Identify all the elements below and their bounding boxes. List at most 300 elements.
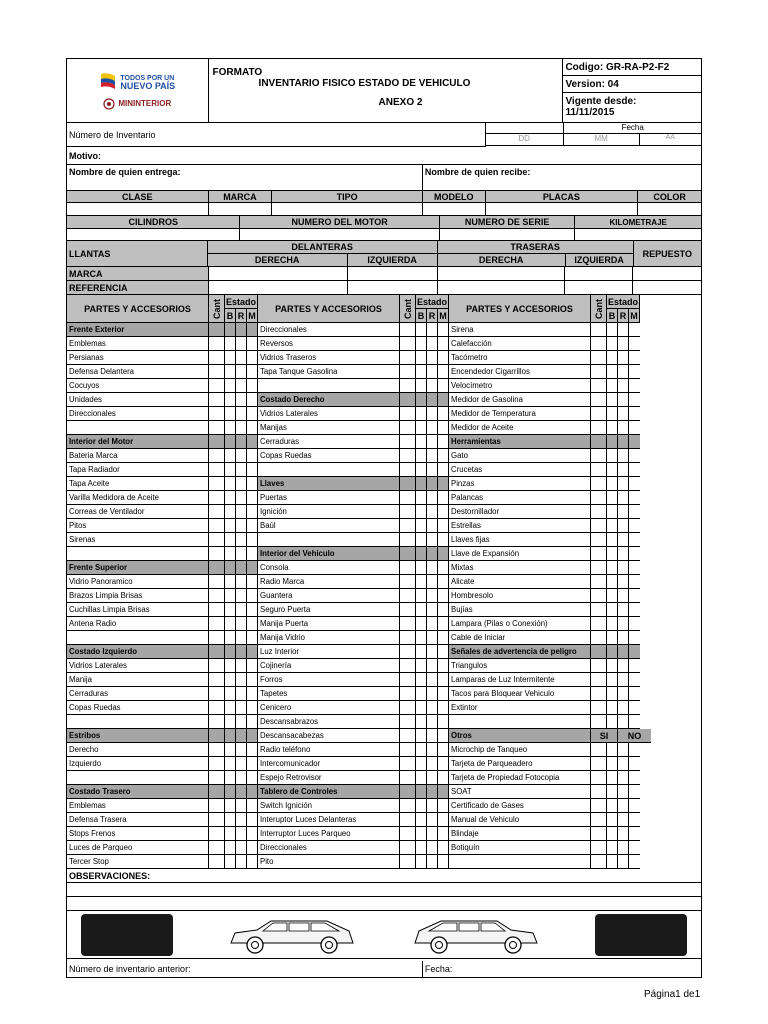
estado-b-cell[interactable] <box>416 715 427 729</box>
cant-cell[interactable] <box>591 687 607 701</box>
estado-m-cell[interactable] <box>438 421 449 435</box>
cant-cell[interactable] <box>400 729 416 743</box>
estado-r-cell[interactable] <box>427 365 438 379</box>
estado-b-cell[interactable] <box>225 827 236 841</box>
cant-cell[interactable] <box>400 561 416 575</box>
estado-m-cell[interactable] <box>247 659 258 673</box>
cant-cell[interactable] <box>209 827 225 841</box>
estado-m-cell[interactable] <box>438 743 449 757</box>
estado-r-cell[interactable] <box>618 421 629 435</box>
estado-b-cell[interactable] <box>607 407 618 421</box>
estado-m-cell[interactable] <box>629 757 640 771</box>
estado-m-cell[interactable] <box>438 337 449 351</box>
cant-cell[interactable] <box>209 687 225 701</box>
cant-cell[interactable] <box>209 421 225 435</box>
estado-r-cell[interactable] <box>236 421 247 435</box>
estado-m-cell[interactable] <box>438 617 449 631</box>
tire-marca-del-izq[interactable] <box>348 267 438 281</box>
cant-cell[interactable] <box>591 589 607 603</box>
month-field[interactable]: MM <box>564 134 640 145</box>
estado-b-cell[interactable] <box>607 827 618 841</box>
estado-r-cell[interactable] <box>427 337 438 351</box>
cant-cell[interactable] <box>209 701 225 715</box>
estado-m-cell[interactable] <box>438 813 449 827</box>
estado-m-cell[interactable] <box>438 519 449 533</box>
tipo-field[interactable] <box>272 203 423 216</box>
estado-b-cell[interactable] <box>416 757 427 771</box>
estado-r-cell[interactable] <box>236 603 247 617</box>
cant-cell[interactable] <box>400 855 416 869</box>
estado-b-cell[interactable] <box>416 645 427 659</box>
estado-m-cell[interactable] <box>247 827 258 841</box>
estado-b-cell[interactable] <box>416 337 427 351</box>
cant-cell[interactable] <box>591 351 607 365</box>
estado-b-cell[interactable] <box>607 463 618 477</box>
estado-b-cell[interactable] <box>416 435 427 449</box>
cant-cell[interactable] <box>400 687 416 701</box>
estado-r-cell[interactable] <box>236 813 247 827</box>
kilometraje-field[interactable] <box>575 229 701 241</box>
cant-cell[interactable] <box>591 841 607 855</box>
cant-cell[interactable] <box>400 701 416 715</box>
cant-cell[interactable] <box>400 323 416 337</box>
estado-r-cell[interactable] <box>618 323 629 337</box>
estado-m-cell[interactable] <box>438 505 449 519</box>
estado-m-cell[interactable] <box>247 855 258 869</box>
cant-cell[interactable] <box>209 799 225 813</box>
estado-m-cell[interactable] <box>629 659 640 673</box>
cant-cell[interactable] <box>591 477 607 491</box>
estado-r-cell[interactable] <box>236 519 247 533</box>
estado-b-cell[interactable] <box>607 505 618 519</box>
estado-b-cell[interactable] <box>225 491 236 505</box>
estado-m-cell[interactable] <box>438 589 449 603</box>
cant-cell[interactable] <box>209 337 225 351</box>
tire-marca-tra-izq[interactable] <box>565 267 633 281</box>
estado-m-cell[interactable] <box>629 855 640 869</box>
estado-m-cell[interactable] <box>438 841 449 855</box>
cant-cell[interactable] <box>591 337 607 351</box>
cant-cell[interactable] <box>591 533 607 547</box>
estado-b-cell[interactable] <box>225 337 236 351</box>
cant-cell[interactable] <box>400 659 416 673</box>
estado-b-cell[interactable] <box>607 617 618 631</box>
estado-r-cell[interactable] <box>618 337 629 351</box>
cant-cell[interactable] <box>209 813 225 827</box>
estado-b-cell[interactable] <box>607 379 618 393</box>
estado-r-cell[interactable] <box>236 533 247 547</box>
estado-b-cell[interactable] <box>607 519 618 533</box>
tire-ref-rep[interactable] <box>633 281 701 295</box>
estado-r-cell[interactable] <box>427 421 438 435</box>
estado-r-cell[interactable] <box>618 827 629 841</box>
estado-b-cell[interactable] <box>225 799 236 813</box>
cant-cell[interactable] <box>400 407 416 421</box>
estado-r-cell[interactable] <box>236 743 247 757</box>
estado-m-cell[interactable] <box>438 463 449 477</box>
cant-cell[interactable] <box>209 407 225 421</box>
tire-ref-del-izq[interactable] <box>348 281 438 295</box>
estado-r-cell[interactable] <box>618 799 629 813</box>
estado-b-cell[interactable] <box>416 533 427 547</box>
estado-m-cell[interactable] <box>247 351 258 365</box>
estado-b-cell[interactable] <box>225 701 236 715</box>
estado-r-cell[interactable] <box>427 575 438 589</box>
estado-m-cell[interactable] <box>247 365 258 379</box>
estado-m-cell[interactable] <box>438 603 449 617</box>
estado-b-cell[interactable] <box>416 617 427 631</box>
estado-b-cell[interactable] <box>607 813 618 827</box>
estado-m-cell[interactable] <box>247 575 258 589</box>
estado-r-cell[interactable] <box>236 337 247 351</box>
cant-cell[interactable] <box>591 575 607 589</box>
cant-cell[interactable] <box>400 617 416 631</box>
estado-b-cell[interactable] <box>607 771 618 785</box>
estado-r-cell[interactable] <box>427 449 438 463</box>
estado-m-cell[interactable] <box>438 645 449 659</box>
cant-cell[interactable] <box>209 631 225 645</box>
estado-m-cell[interactable] <box>438 407 449 421</box>
estado-r-cell[interactable] <box>427 533 438 547</box>
tire-marca-del-der[interactable] <box>209 267 349 281</box>
cant-cell[interactable] <box>591 463 607 477</box>
cant-cell[interactable] <box>209 603 225 617</box>
cant-cell[interactable] <box>400 575 416 589</box>
cant-cell[interactable] <box>400 757 416 771</box>
estado-m-cell[interactable] <box>247 519 258 533</box>
color-field[interactable] <box>638 203 701 216</box>
estado-b-cell[interactable] <box>607 477 618 491</box>
estado-m-cell[interactable] <box>247 337 258 351</box>
estado-b-cell[interactable] <box>225 771 236 785</box>
estado-r-cell[interactable] <box>618 477 629 491</box>
estado-r-cell[interactable] <box>427 519 438 533</box>
estado-b-cell[interactable] <box>225 421 236 435</box>
estado-b-cell[interactable] <box>225 589 236 603</box>
marca-field[interactable] <box>209 203 273 216</box>
estado-b-cell[interactable] <box>416 841 427 855</box>
estado-m-cell[interactable] <box>629 799 640 813</box>
cant-cell[interactable] <box>591 771 607 785</box>
cant-cell[interactable] <box>591 365 607 379</box>
estado-m-cell[interactable] <box>438 771 449 785</box>
estado-r-cell[interactable] <box>427 841 438 855</box>
estado-b-cell[interactable] <box>225 379 236 393</box>
estado-r-cell[interactable] <box>618 463 629 477</box>
cant-cell[interactable] <box>209 519 225 533</box>
estado-b-cell[interactable] <box>607 631 618 645</box>
estado-m-cell[interactable] <box>247 603 258 617</box>
estado-r-cell[interactable] <box>236 365 247 379</box>
estado-m-cell[interactable] <box>629 715 640 729</box>
estado-m-cell[interactable] <box>629 743 640 757</box>
estado-m-cell[interactable] <box>247 799 258 813</box>
observaciones-field-1[interactable] <box>67 883 701 897</box>
cant-cell[interactable] <box>209 449 225 463</box>
estado-r-cell[interactable] <box>618 743 629 757</box>
cant-cell[interactable] <box>209 477 225 491</box>
estado-b-cell[interactable] <box>416 855 427 869</box>
estado-r-cell[interactable] <box>427 659 438 673</box>
estado-b-cell[interactable] <box>607 561 618 575</box>
estado-m-cell[interactable] <box>629 449 640 463</box>
estado-r-cell[interactable] <box>236 673 247 687</box>
estado-b-cell[interactable] <box>225 575 236 589</box>
estado-r-cell[interactable] <box>618 491 629 505</box>
estado-m-cell[interactable] <box>629 533 640 547</box>
estado-m-cell[interactable] <box>629 407 640 421</box>
recibe-field[interactable]: Nombre de quien recibe: <box>423 165 701 191</box>
cant-cell[interactable] <box>400 673 416 687</box>
estado-r-cell[interactable] <box>236 715 247 729</box>
estado-r-cell[interactable] <box>618 519 629 533</box>
cant-cell[interactable] <box>209 771 225 785</box>
estado-b-cell[interactable] <box>416 827 427 841</box>
estado-m-cell[interactable] <box>247 477 258 491</box>
estado-r-cell[interactable] <box>618 855 629 869</box>
estado-m-cell[interactable] <box>629 547 640 561</box>
estado-b-cell[interactable] <box>607 841 618 855</box>
cilindros-field[interactable] <box>67 229 240 241</box>
estado-b-cell[interactable] <box>225 477 236 491</box>
estado-b-cell[interactable] <box>225 743 236 757</box>
estado-r-cell[interactable] <box>427 617 438 631</box>
estado-m-cell[interactable] <box>629 351 640 365</box>
estado-b-cell[interactable] <box>416 491 427 505</box>
cant-cell[interactable] <box>591 519 607 533</box>
estado-b-cell[interactable] <box>225 841 236 855</box>
estado-b-cell[interactable] <box>225 757 236 771</box>
estado-r-cell[interactable] <box>618 659 629 673</box>
estado-r-cell[interactable] <box>618 673 629 687</box>
estado-r-cell[interactable] <box>618 561 629 575</box>
cant-cell[interactable] <box>400 771 416 785</box>
estado-m-cell[interactable] <box>247 421 258 435</box>
estado-r-cell[interactable] <box>236 449 247 463</box>
estado-r-cell[interactable] <box>236 827 247 841</box>
cant-cell[interactable] <box>400 533 416 547</box>
estado-b-cell[interactable] <box>416 365 427 379</box>
estado-b-cell[interactable] <box>607 757 618 771</box>
estado-m-cell[interactable] <box>629 827 640 841</box>
cant-cell[interactable] <box>591 757 607 771</box>
estado-r-cell[interactable] <box>427 589 438 603</box>
modelo-field[interactable] <box>423 203 486 216</box>
estado-m-cell[interactable] <box>438 561 449 575</box>
cant-cell[interactable] <box>591 673 607 687</box>
estado-m-cell[interactable] <box>629 365 640 379</box>
estado-m-cell[interactable] <box>438 687 449 701</box>
cant-cell[interactable] <box>591 561 607 575</box>
estado-r-cell[interactable] <box>427 813 438 827</box>
estado-m-cell[interactable] <box>247 393 258 407</box>
estado-m-cell[interactable] <box>247 463 258 477</box>
estado-m-cell[interactable] <box>247 687 258 701</box>
estado-r-cell[interactable] <box>618 701 629 715</box>
estado-b-cell[interactable] <box>416 771 427 785</box>
estado-m-cell[interactable] <box>247 505 258 519</box>
estado-m-cell[interactable] <box>629 575 640 589</box>
tire-ref-del-der[interactable] <box>209 281 349 295</box>
day-field[interactable]: DD <box>486 134 564 145</box>
cant-cell[interactable] <box>591 785 607 799</box>
estado-m-cell[interactable] <box>438 701 449 715</box>
estado-b-cell[interactable] <box>607 421 618 435</box>
estado-m-cell[interactable] <box>629 561 640 575</box>
estado-b-cell[interactable] <box>225 393 236 407</box>
cant-cell[interactable] <box>209 505 225 519</box>
estado-b-cell[interactable] <box>607 575 618 589</box>
estado-b-cell[interactable] <box>225 365 236 379</box>
estado-r-cell[interactable] <box>427 715 438 729</box>
cant-cell[interactable] <box>591 659 607 673</box>
estado-b-cell[interactable] <box>225 533 236 547</box>
cant-cell[interactable] <box>209 757 225 771</box>
estado-m-cell[interactable] <box>629 477 640 491</box>
estado-b-cell[interactable] <box>607 701 618 715</box>
estado-b-cell[interactable] <box>416 463 427 477</box>
estado-m-cell[interactable] <box>438 827 449 841</box>
cant-cell[interactable] <box>591 603 607 617</box>
placas-field[interactable] <box>486 203 639 216</box>
estado-b-cell[interactable] <box>416 743 427 757</box>
estado-b-cell[interactable] <box>416 505 427 519</box>
estado-r-cell[interactable] <box>618 379 629 393</box>
estado-m-cell[interactable] <box>629 505 640 519</box>
estado-m-cell[interactable] <box>247 407 258 421</box>
cant-cell[interactable] <box>591 547 607 561</box>
cant-cell[interactable] <box>591 631 607 645</box>
estado-m-cell[interactable] <box>438 435 449 449</box>
estado-m-cell[interactable] <box>629 323 640 337</box>
cant-cell[interactable] <box>209 379 225 393</box>
cant-cell[interactable] <box>591 715 607 729</box>
estado-m-cell[interactable] <box>438 323 449 337</box>
estado-m-cell[interactable] <box>438 449 449 463</box>
estado-m-cell[interactable] <box>629 617 640 631</box>
cant-cell[interactable] <box>209 673 225 687</box>
estado-m-cell[interactable] <box>438 365 449 379</box>
estado-r-cell[interactable] <box>236 575 247 589</box>
cant-cell[interactable] <box>400 827 416 841</box>
estado-r-cell[interactable] <box>618 449 629 463</box>
estado-r-cell[interactable] <box>427 729 438 743</box>
estado-r-cell[interactable] <box>618 407 629 421</box>
estado-r-cell[interactable] <box>427 687 438 701</box>
estado-b-cell[interactable] <box>416 589 427 603</box>
estado-b-cell[interactable] <box>225 687 236 701</box>
estado-m-cell[interactable] <box>438 799 449 813</box>
estado-m-cell[interactable] <box>438 533 449 547</box>
estado-r-cell[interactable] <box>618 589 629 603</box>
estado-r-cell[interactable] <box>236 407 247 421</box>
estado-m-cell[interactable] <box>629 841 640 855</box>
estado-m-cell[interactable] <box>247 617 258 631</box>
cant-cell[interactable] <box>400 491 416 505</box>
estado-r-cell[interactable] <box>236 393 247 407</box>
estado-r-cell[interactable] <box>618 393 629 407</box>
estado-m-cell[interactable] <box>629 589 640 603</box>
estado-r-cell[interactable] <box>618 715 629 729</box>
estado-b-cell[interactable] <box>416 729 427 743</box>
cant-cell[interactable] <box>400 631 416 645</box>
estado-b-cell[interactable] <box>225 813 236 827</box>
estado-r-cell[interactable] <box>618 351 629 365</box>
estado-r-cell[interactable] <box>236 855 247 869</box>
estado-m-cell[interactable] <box>438 491 449 505</box>
estado-r-cell[interactable] <box>427 799 438 813</box>
estado-b-cell[interactable] <box>416 701 427 715</box>
cant-cell[interactable] <box>591 813 607 827</box>
estado-r-cell[interactable] <box>236 505 247 519</box>
estado-b-cell[interactable] <box>607 799 618 813</box>
estado-r-cell[interactable] <box>618 505 629 519</box>
cant-cell[interactable] <box>400 799 416 813</box>
estado-r-cell[interactable] <box>427 673 438 687</box>
cant-cell[interactable] <box>400 463 416 477</box>
cant-cell[interactable] <box>400 813 416 827</box>
cant-cell[interactable] <box>591 799 607 813</box>
estado-m-cell[interactable] <box>247 379 258 393</box>
estado-r-cell[interactable] <box>427 603 438 617</box>
estado-r-cell[interactable] <box>618 687 629 701</box>
estado-b-cell[interactable] <box>416 659 427 673</box>
cant-cell[interactable] <box>400 841 416 855</box>
cant-cell[interactable] <box>591 827 607 841</box>
entrega-field[interactable]: Nombre de quien entrega: <box>67 165 423 191</box>
estado-b-cell[interactable] <box>607 673 618 687</box>
estado-b-cell[interactable] <box>607 659 618 673</box>
cant-cell[interactable] <box>209 533 225 547</box>
cant-cell[interactable] <box>209 617 225 631</box>
cant-cell[interactable] <box>591 743 607 757</box>
estado-b-cell[interactable] <box>225 449 236 463</box>
estado-r-cell[interactable] <box>618 841 629 855</box>
clase-field[interactable] <box>67 203 209 216</box>
estado-b-cell[interactable] <box>225 673 236 687</box>
estado-b-cell[interactable] <box>607 393 618 407</box>
tire-ref-tra-der[interactable] <box>438 281 566 295</box>
estado-b-cell[interactable] <box>607 589 618 603</box>
estado-r-cell[interactable] <box>427 435 438 449</box>
estado-r-cell[interactable] <box>236 463 247 477</box>
serie-field[interactable] <box>440 229 576 241</box>
cant-cell[interactable] <box>400 449 416 463</box>
cant-cell[interactable] <box>400 603 416 617</box>
cant-cell[interactable] <box>400 379 416 393</box>
estado-r-cell[interactable] <box>618 533 629 547</box>
estado-b-cell[interactable] <box>225 351 236 365</box>
estado-m-cell[interactable] <box>247 533 258 547</box>
cant-cell[interactable] <box>400 351 416 365</box>
estado-b-cell[interactable] <box>607 547 618 561</box>
estado-m-cell[interactable] <box>247 757 258 771</box>
estado-m-cell[interactable] <box>438 575 449 589</box>
estado-r-cell[interactable] <box>427 463 438 477</box>
estado-m-cell[interactable] <box>629 813 640 827</box>
estado-r-cell[interactable] <box>427 855 438 869</box>
observaciones-field-2[interactable] <box>67 897 701 911</box>
estado-b-cell[interactable] <box>607 603 618 617</box>
cant-cell[interactable] <box>209 715 225 729</box>
estado-b-cell[interactable] <box>225 407 236 421</box>
cant-cell[interactable] <box>591 505 607 519</box>
cant-cell[interactable] <box>209 547 225 561</box>
estado-m-cell[interactable] <box>629 519 640 533</box>
estado-r-cell[interactable] <box>236 687 247 701</box>
estado-r-cell[interactable] <box>236 757 247 771</box>
estado-b-cell[interactable] <box>416 519 427 533</box>
